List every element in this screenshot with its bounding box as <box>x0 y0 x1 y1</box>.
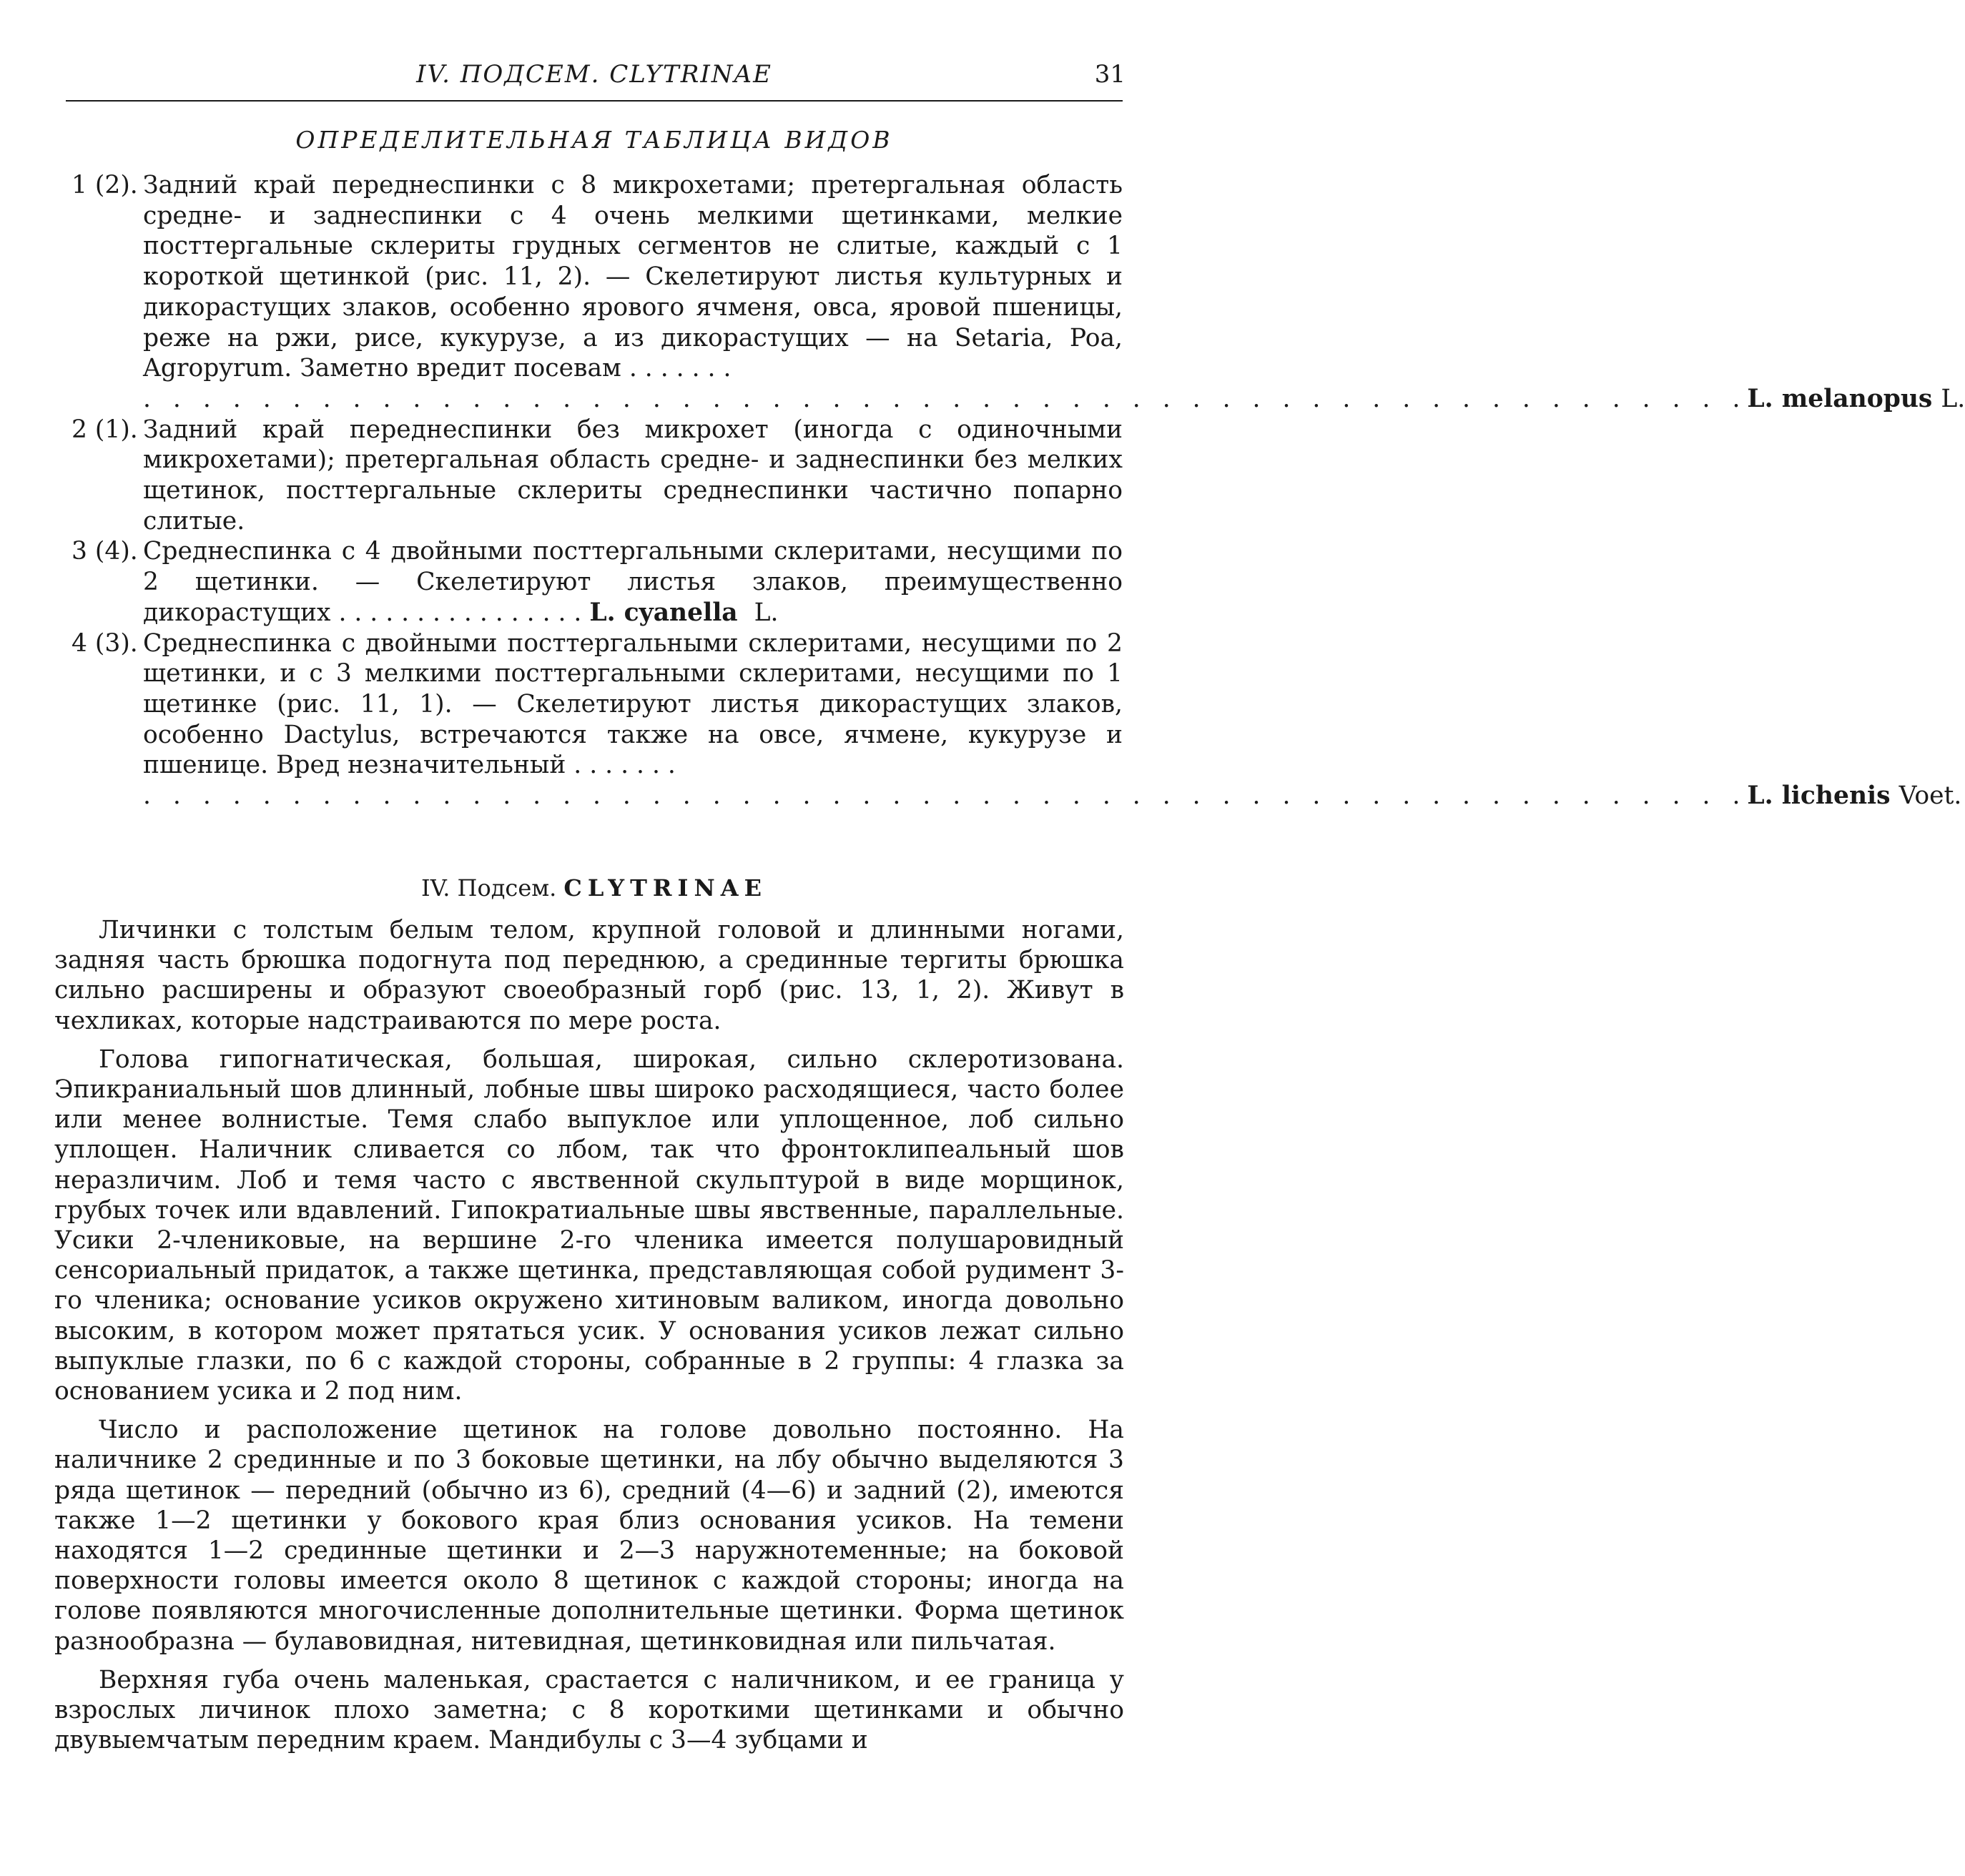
entry-text: Задний край переднеспинки без микрохет (иногда с одиночными микрохетами); претергальная область средне- и заднеспинки без мелких щетинок, посттергальные склериты среднеспинки частично попарно слитые. <box>143 415 1123 535</box>
leader-dots: . . . . . . . . . . . . . . . . . . . . . . . . . . . . . . . . . . . . . . . . . . . . . . . . . . . . . . <box>143 384 1748 413</box>
species-line <box>143 781 1962 811</box>
entry-number: 1 (2). <box>72 171 138 199</box>
key-entry <box>72 628 1962 811</box>
running-header <box>57 57 1131 93</box>
identification-key <box>72 170 1965 811</box>
paragraph: Голова гипогнатическая, большая, широкая, сильно склеротизована. Эпикраниальный шов длинный, лобные швы широко расходящиеся, часто более или менее волнистые. Темя слабо выпуклое или уплощенное, лоб сильно уплощен. Наличник сливается со лбом, так что фронтоклипеальный шов неразличим. Лоб и темя часто с явственной скульптурой в виде морщинок, грубых точек или вдавлений. Гипократиальные швы явственные, параллельные. Усики 2-члениковые, на вершине 2-го членика имеется полушаровидный сенсориальный придаток, а также щетинка, представляющая собой рудимент 3-го членика; основание усиков окружено хитиновым валиком, иногда довольно высоким, в котором может прятаться усик. У основания усиков лежат сильно выпуклые глазки, по 6 с каждой стороны, собранные в 2 группы: 4 глазка за основанием усика и 2 под ним. <box>54 1045 1124 1406</box>
leader-dots: . . . . . . . . . . . . . . . . . . . . . . . . . . . . . . . . . . . . . . . . . . . . . . . . . . . . . . <box>143 781 1748 811</box>
section-heading <box>0 874 1188 902</box>
key-entry <box>72 170 1965 415</box>
key-table-title: ОПРЕДЕЛИТЕЛЬНАЯ ТАБЛИЦА ВИДОВ <box>295 126 893 154</box>
running-title: IV. ПОДСЕМ. CLYTRINAE <box>416 60 772 89</box>
species-author: L. <box>754 598 779 627</box>
section-prefix: IV. Подсем. <box>421 874 557 902</box>
entry-text: Задний край переднеспинки с 8 микрохетами; претергальная область средне- и заднеспинки с 4 очень мелкими щетинками, мелкие посттергальные склериты грудных сегментов не слитые, каждый с 1 короткой щетинкой (рис. 11, 2). — Скелетируют листья культурных и дикорастущих злаков, особенно ярового ячменя, овса, яровой пшеницы, реже на ржи, рисе, кукурузе, а из дикорастущих — на Setaria, Poa, Agropyrum. Заметно вредит посевам . . . . . . . <box>143 171 1123 383</box>
species-line <box>143 384 1965 415</box>
paragraph: Личинки с толстым белым телом, крупной головой и длинными ногами, задняя часть брюшка подогнута под переднюю, а срединные тергиты брюшка сильно расширены и образуют своеобразный горб (рис. 13, 1, 2). Живут в чехликах, которые надстраиваются по мере роста. <box>54 916 1124 1035</box>
species-name: L. lichenis <box>1747 781 1891 811</box>
section-body <box>54 915 1124 1764</box>
paragraph: Верхняя губа очень маленькая, срастается с наличником, и ее граница у взрослых личинок плохо заметна; с 8 короткими щетинками и обычно двувыемчатым передним краем. Мандибулы с 3—4 зубцами и <box>54 1665 1124 1755</box>
key-entry <box>72 415 1123 537</box>
leader-dots: . . . . . . . . . . . . . . . . <box>338 598 590 627</box>
section-name: CLYTRINAE <box>563 874 767 902</box>
entry-number: 4 (3). <box>72 628 138 658</box>
species-author: Voet. <box>1898 781 1962 811</box>
key-entry <box>72 536 1123 628</box>
species-name: L. melanopus <box>1747 384 1933 413</box>
page-number: 31 <box>1094 60 1126 89</box>
header-rule <box>66 100 1123 102</box>
species-name: L. cyanella <box>589 598 738 627</box>
entry-number: 2 (1). <box>72 415 138 444</box>
species-author: L. <box>1941 384 1965 413</box>
entry-text: Среднеспинка с двойными посттергальными склеритами, несущими по 2 щетинки, и с 3 мелкими посттергальными склеритами, несущими по 1 щетинке (рис. 11, 1). — Скелетируют листья дикорастущих злаков, особенно Dactylus, встречаются также на овсе, ячмене, кукурузе и пшенице. Вред незначительный . . . . . . . <box>143 628 1123 780</box>
paragraph: Число и расположение щетинок на голове довольно постоянно. На наличнике 2 срединные и по 3 боковые щетинки, на лбу обычно выделяются 3 ряда щетинок — передний (обычно из 6), средний (4—6) и задний (2), имеются также 1—2 щетинки у бокового края близ основания усиков. На темени находятся 1—2 срединные щетинки и 2—3 наружнотеменные; на боковой поверхности головы имеется около 8 щетинок с каждой стороны; иногда на голове появляются многочисленные дополнительные щетинки. Форма щетинок разнообразна — булавовидная, нитевидная, щетинковидная или пильчатая. <box>54 1416 1124 1656</box>
entry-number: 3 (4). <box>72 537 138 566</box>
species-line <box>143 536 1123 628</box>
entry-text: Среднеспинка с 4 двойными посттергальными склеритами, несущими по 2 щетинки. — Скелетируют листья злаков, преимущественно дикорастущих <box>143 537 1123 627</box>
